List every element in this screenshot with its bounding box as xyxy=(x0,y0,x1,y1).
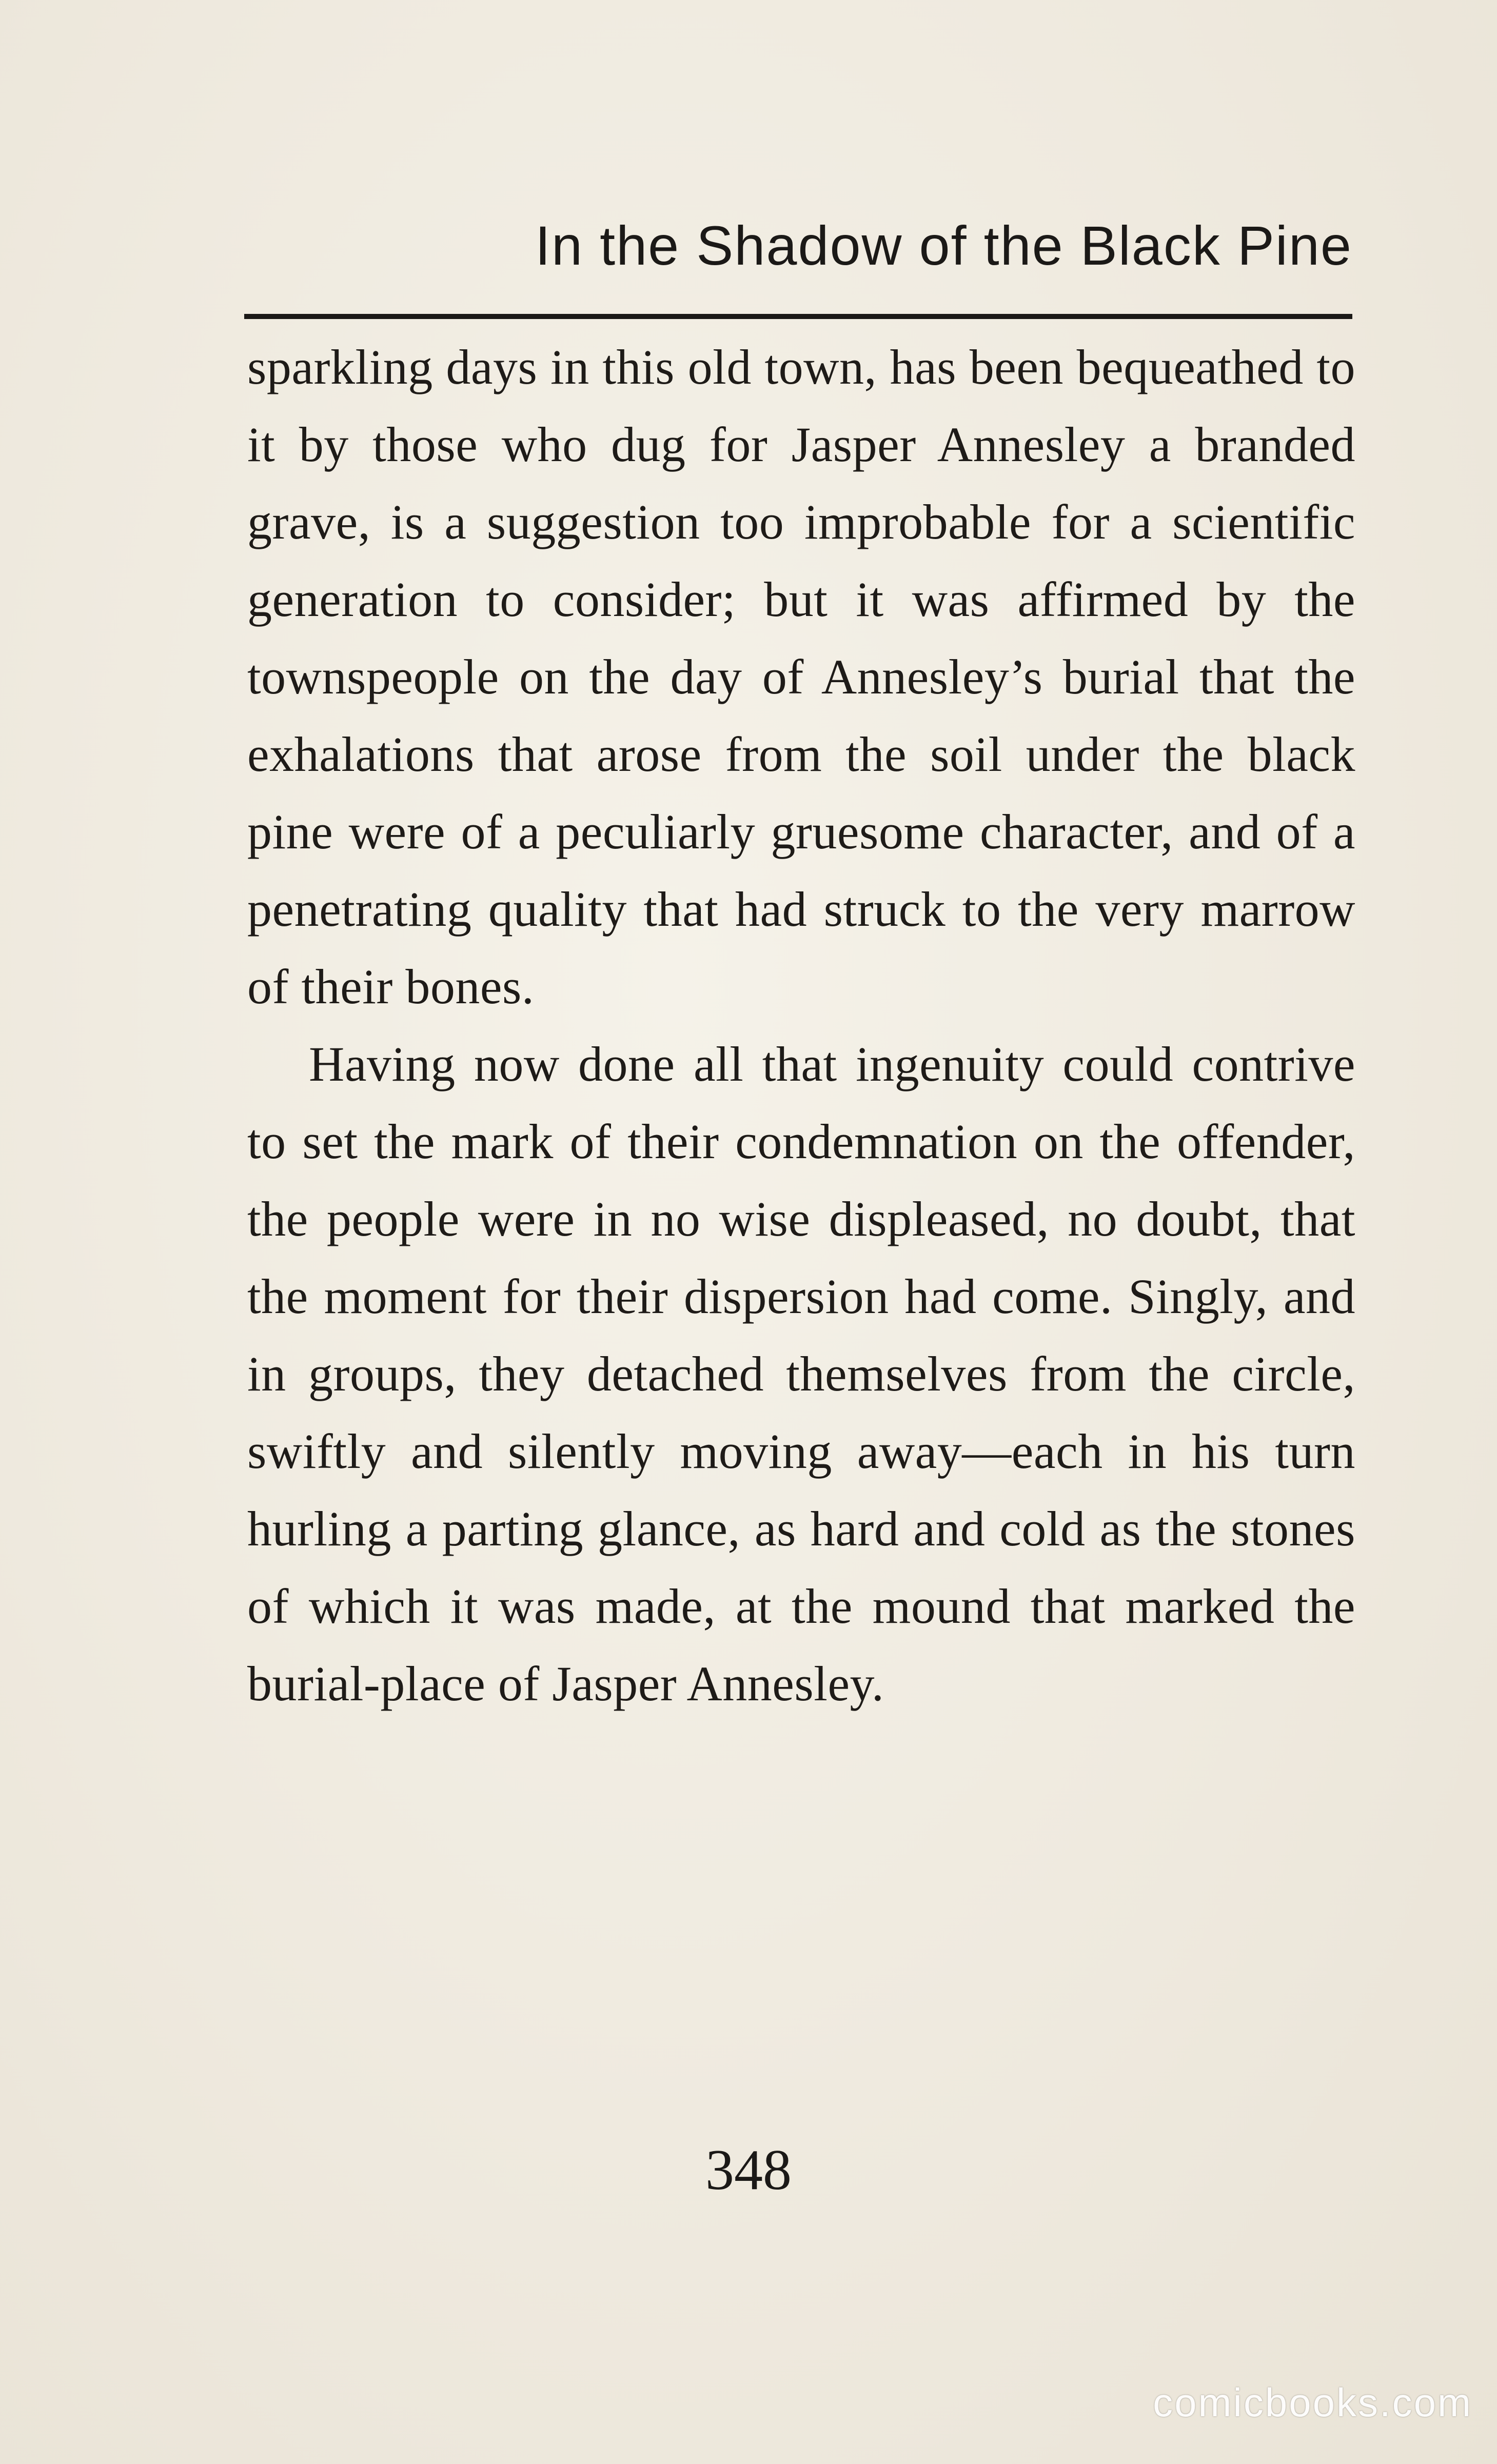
body-text xyxy=(247,328,1355,1722)
page-number: 348 xyxy=(705,2138,792,2202)
paragraph: Having now done all that ingenuity could contrive to set the mark of their condemnation on the offender, the people were in no wise displeased, no doubt, that the moment for their dispersion had come. Singly, and in groups, they detached themselves from the circle, swiftly and silently moving away—each in his turn hurling a parting glance, as hard and cold as the stones of which it was made, at the mound that marked the burial-place of Jasper Annesley. xyxy=(247,1037,1355,1711)
header-rule xyxy=(244,314,1352,319)
running-head: In the Shadow of the Black Pine xyxy=(535,214,1352,276)
paragraph-continued: sparkling days in this old town, has been bequeathed to it by those who dug for Jasper Annesley a branded grave, is a suggestion too improbable for a scientific generation to consider; but it was affirmed by the townspeople on the day of Annesley’s burial that the exhalations that arose from the soil under the black pine were of a peculiarly gruesome character, and of a penetrating quality that had struck to the very marrow of their bones. xyxy=(247,340,1355,1014)
watermark: comicbooks.com xyxy=(1153,2380,1472,2425)
